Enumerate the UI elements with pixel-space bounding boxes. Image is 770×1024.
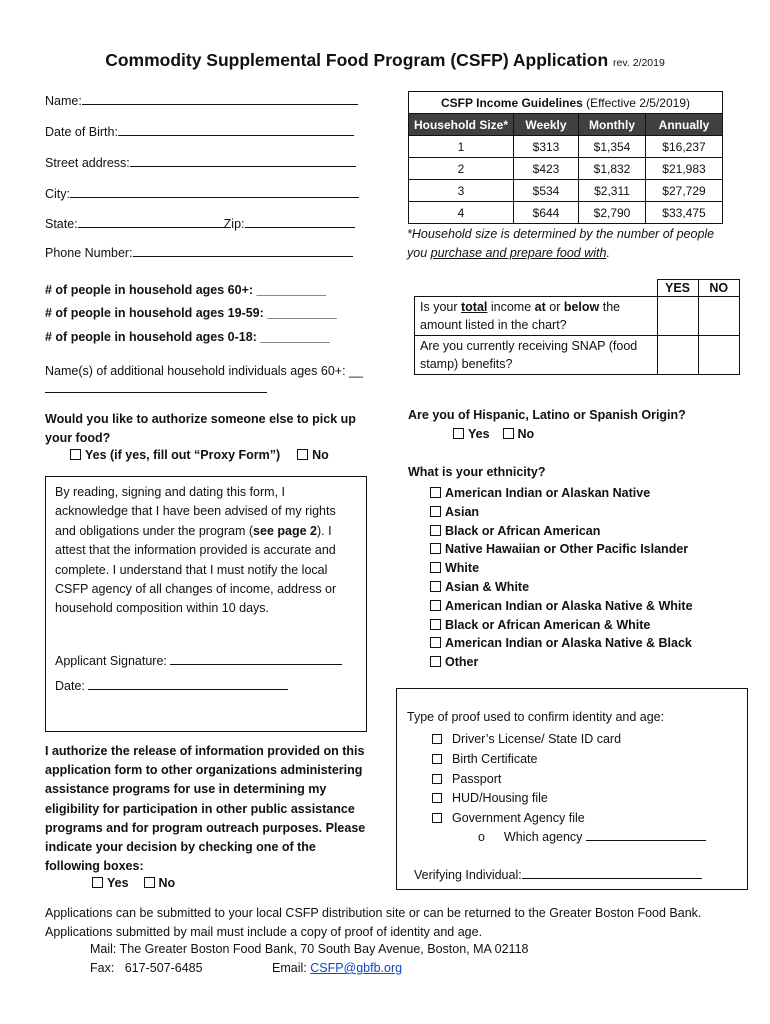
proof-option[interactable] bbox=[432, 789, 621, 809]
ethnicity-option[interactable] bbox=[430, 616, 693, 635]
city-label: City: bbox=[45, 187, 70, 201]
proof-options bbox=[432, 730, 621, 829]
header-weekly: Weekly bbox=[514, 114, 579, 136]
household-60-field[interactable]: # of people in household ages 60+: __________ bbox=[45, 283, 327, 297]
cell-monthly: $1,354 bbox=[579, 136, 646, 158]
q1-at: at bbox=[534, 300, 546, 314]
ethnicity-label: American Indian or Alaskan Native bbox=[445, 486, 651, 500]
hispanic-no-label: No bbox=[517, 427, 535, 441]
q1-part-d: the amount listed in the chart? bbox=[420, 300, 621, 332]
agency-field[interactable] bbox=[478, 829, 706, 844]
table-row bbox=[409, 158, 723, 180]
ethnicity-label: Native Hawaiian or Other Pacific Islander bbox=[445, 542, 689, 557]
agency-label: Which agency bbox=[503, 830, 583, 844]
attest-text-1: By reading, signing and dating this form, I acknowledge that I have been advised of my rights and obligations under the program ( bbox=[55, 485, 336, 538]
guidelines-caption-text: CSFP Income Guidelines bbox=[440, 95, 583, 110]
cell-weekly: $423 bbox=[514, 158, 579, 180]
ethnicity-label: American Indian or Alaska Native & White bbox=[445, 598, 693, 613]
ethnicity-label: Asian bbox=[445, 504, 480, 519]
cell-monthly: $1,832 bbox=[579, 158, 646, 180]
proxy-yes-checkbox[interactable] bbox=[70, 448, 280, 462]
dob-field[interactable] bbox=[45, 124, 354, 139]
additional-blank: __ bbox=[349, 364, 363, 378]
snap-question: Are you currently receiving SNAP (food stamp) benefits? bbox=[415, 336, 658, 375]
table-row bbox=[409, 202, 723, 224]
proof-option[interactable] bbox=[432, 750, 621, 770]
no-header: NO bbox=[698, 280, 740, 297]
cell-monthly: $2,311 bbox=[579, 180, 646, 202]
ethnicity-label: American Indian or Alaska Native & Black bbox=[445, 636, 692, 651]
release-yes-checkbox[interactable] bbox=[92, 876, 129, 890]
household-0-field[interactable]: # of people in household ages 0-18: __________ bbox=[45, 330, 330, 344]
blank-header bbox=[415, 280, 658, 297]
release-no-label: No bbox=[158, 876, 176, 890]
hispanic-yes-label: Yes bbox=[468, 427, 490, 441]
q1-total: total bbox=[461, 300, 488, 314]
ethnicity-option[interactable] bbox=[430, 484, 693, 503]
mail-address: Mail: The Greater Boston Food Bank, 70 South Bay Avenue, Boston, MA 02118 bbox=[90, 942, 529, 956]
header-monthly: Monthly bbox=[579, 114, 646, 136]
cell-size: 1 bbox=[409, 136, 514, 158]
hispanic-yes-checkbox[interactable] bbox=[453, 427, 490, 441]
income-at-below-question bbox=[415, 297, 658, 336]
hispanic-no-checkbox[interactable] bbox=[503, 427, 535, 441]
proof-label: Birth Certificate bbox=[452, 751, 538, 766]
q1-part-c: or bbox=[545, 300, 564, 314]
attest-text-2: ). I attest that the information provided is accurate and complete. I understand that I must notify the local CSFP agency of all changes of income, address or household composition within 10 days. bbox=[55, 523, 337, 616]
page-title bbox=[0, 50, 770, 71]
release-yes-label: Yes bbox=[107, 876, 129, 890]
release-text: I authorize the release of information provided on this application form to other organizations administering assistance programs for use in determining my eligibility for participation in other public assistance programs and for program outreach purposes. Please indicate your decision by checking one of the following boxes: bbox=[45, 744, 366, 874]
income-questions-table bbox=[414, 279, 740, 375]
ethnicity-options bbox=[430, 484, 693, 672]
title-text: Commodity Supplemental Food Program (CSFP) Application bbox=[105, 50, 609, 70]
proxy-no-checkbox[interactable] bbox=[297, 448, 329, 462]
bullet-icon: o bbox=[478, 830, 485, 844]
email-label: Email: bbox=[272, 961, 311, 975]
proof-label: HUD/Housing file bbox=[452, 791, 548, 806]
ethnicity-option[interactable] bbox=[430, 653, 693, 672]
guidelines-effective: (Effective 2/5/2019) bbox=[586, 95, 690, 110]
cell-annually: $21,983 bbox=[646, 158, 723, 180]
street-label: Street address: bbox=[45, 156, 130, 170]
note-text-1: *Household size is determined by the number of people you bbox=[407, 227, 715, 260]
email-link[interactable]: CSFP@gbfb.org bbox=[310, 961, 403, 975]
ethnicity-label: White bbox=[445, 561, 480, 576]
additional-individuals-field[interactable] bbox=[45, 362, 363, 398]
proof-label: Government Agency file bbox=[452, 811, 585, 826]
verifier-field[interactable] bbox=[414, 867, 702, 882]
additional-label: Name(s) of additional household individuals ages 60+: bbox=[45, 364, 346, 378]
signature-field[interactable] bbox=[55, 653, 342, 668]
ethnicity-label: Asian & White bbox=[445, 579, 530, 594]
income-no-cell[interactable] bbox=[698, 297, 740, 336]
email-line bbox=[272, 961, 402, 975]
revision-label: rev. 2/2019 bbox=[613, 57, 665, 69]
ethnicity-option[interactable] bbox=[430, 634, 693, 653]
cell-weekly: $644 bbox=[514, 202, 579, 224]
release-no-checkbox[interactable] bbox=[144, 876, 176, 890]
proof-title: Type of proof used to confirm identity and age: bbox=[407, 710, 665, 724]
cell-annually: $33,475 bbox=[646, 202, 723, 224]
date-field[interactable] bbox=[55, 678, 288, 693]
release-options bbox=[92, 876, 175, 890]
cell-annually: $16,237 bbox=[646, 136, 723, 158]
name-label: Name: bbox=[45, 94, 82, 108]
fax-number: Fax: 617-507-6485 bbox=[90, 961, 203, 975]
q1-below: below bbox=[563, 300, 600, 314]
header-annually: Annually bbox=[646, 114, 723, 136]
table-row bbox=[409, 136, 723, 158]
cell-weekly: $313 bbox=[514, 136, 579, 158]
header-household-size: Household Size* bbox=[409, 114, 514, 136]
date-label: Date: bbox=[55, 679, 85, 693]
proof-option[interactable] bbox=[432, 730, 621, 750]
cell-size: 3 bbox=[409, 180, 514, 202]
zip-label: Zip: bbox=[223, 217, 245, 231]
proof-label: Passport bbox=[452, 771, 502, 786]
attestation-text bbox=[55, 483, 357, 619]
yes-header: YES bbox=[657, 280, 698, 297]
ethnicity-question: What is your ethnicity? bbox=[408, 465, 546, 479]
note-text-2: . bbox=[606, 245, 610, 260]
cell-size: 2 bbox=[409, 158, 514, 180]
dob-label: Date of Birth: bbox=[45, 125, 118, 139]
ethnicity-option[interactable] bbox=[430, 540, 693, 559]
proxy-yes-label: Yes (if yes, fill out “Proxy Form”) bbox=[85, 448, 281, 462]
guidelines-caption bbox=[409, 92, 723, 114]
proxy-options bbox=[70, 448, 329, 462]
ethnicity-label: Black or African American bbox=[445, 523, 601, 538]
hispanic-question: Are you of Hispanic, Latino or Spanish Origin? bbox=[408, 408, 686, 422]
street-field[interactable] bbox=[45, 155, 356, 170]
household-size-note bbox=[407, 225, 727, 262]
ethnicity-option[interactable] bbox=[430, 597, 693, 616]
income-yes-cell[interactable] bbox=[657, 297, 698, 336]
ethnicity-label: Other bbox=[445, 655, 479, 670]
phone-label: Phone Number: bbox=[45, 246, 133, 260]
q1-part-b: income bbox=[487, 300, 535, 314]
note-underlined: purchase and prepare food with bbox=[430, 245, 607, 260]
ethnicity-option[interactable] bbox=[430, 503, 693, 522]
proxy-question: Would you like to authorize someone else to pick up your food? bbox=[45, 412, 356, 445]
ethnicity-option[interactable] bbox=[430, 522, 693, 541]
attest-see-page: see page 2 bbox=[253, 523, 317, 538]
snap-no-cell[interactable] bbox=[698, 336, 740, 375]
verifier-label: Verifying Individual: bbox=[414, 868, 522, 882]
ethnicity-label: Black or African American & White bbox=[445, 617, 651, 632]
signature-label: Applicant Signature: bbox=[55, 654, 167, 668]
proof-label: Driver’s License/ State ID card bbox=[452, 732, 622, 746]
name-field[interactable] bbox=[45, 93, 358, 108]
snap-yes-cell[interactable] bbox=[657, 336, 698, 375]
table-row bbox=[409, 180, 723, 202]
state-zip-field[interactable] bbox=[45, 216, 355, 231]
submission-instructions: Applications can be submitted to your local CSFP distribution site or can be returned to the Greater Boston Food Bank. Applications submitted by mail must include a copy of proof of identity and age. bbox=[45, 906, 702, 939]
phone-field[interactable] bbox=[45, 245, 353, 260]
household-19-field[interactable]: # of people in household ages 19-59: __________ bbox=[45, 306, 337, 320]
cell-annually: $27,729 bbox=[646, 180, 723, 202]
cell-weekly: $534 bbox=[514, 180, 579, 202]
state-label: State: bbox=[45, 217, 78, 231]
ethnicity-option[interactable] bbox=[430, 559, 693, 578]
ethnicity-option[interactable] bbox=[430, 578, 693, 597]
hispanic-options bbox=[453, 427, 534, 441]
q1-part-a: Is your bbox=[420, 300, 461, 314]
cell-size: 4 bbox=[409, 202, 514, 224]
proof-option[interactable] bbox=[432, 770, 621, 790]
city-field[interactable] bbox=[45, 186, 359, 201]
income-guidelines-table bbox=[408, 91, 723, 224]
proof-option[interactable] bbox=[432, 809, 621, 829]
cell-monthly: $2,790 bbox=[579, 202, 646, 224]
proxy-no-label: No bbox=[312, 448, 329, 462]
